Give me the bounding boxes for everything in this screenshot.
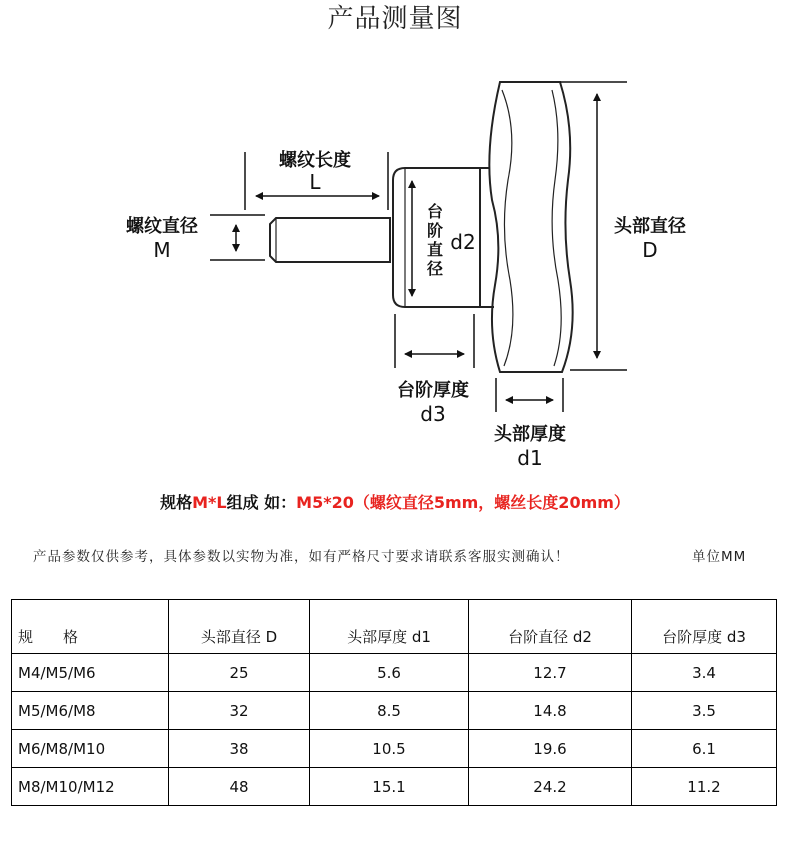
label-step-diameter xyxy=(424,202,446,278)
label-step-diameter-char: 阶 xyxy=(426,221,443,240)
cell-step-diameter: 12.7 xyxy=(469,654,632,692)
spec-mid: 组成 如： xyxy=(226,493,297,512)
cell-step-thickness: 3.5 xyxy=(632,692,777,730)
label-step-diameter-char: 径 xyxy=(426,259,443,278)
label-step-diameter-char: 直 xyxy=(426,240,443,259)
table-row xyxy=(12,768,777,806)
dim-step-thickness xyxy=(395,314,474,368)
label-step-thickness: 台阶厚度 xyxy=(397,380,469,401)
table-row xyxy=(12,692,777,730)
cell-spec: M8/M10/M12 xyxy=(12,768,169,806)
spec-example: M5*20（螺纹直径5mm，螺丝长度20mm） xyxy=(296,493,630,512)
spec-ml: M*L xyxy=(192,493,227,512)
page-title: 产品测量图 xyxy=(327,4,463,34)
header-step-diameter: 台阶直径 d2 xyxy=(469,600,632,654)
label-step-diameter-char: 台 xyxy=(426,202,443,221)
label-thread-length: 螺纹长度 xyxy=(279,150,351,171)
cell-head-diameter: 48 xyxy=(169,768,310,806)
cell-step-thickness: 6.1 xyxy=(632,730,777,768)
header-head-diameter: 头部直径 D xyxy=(169,600,310,654)
label-step-thickness-symbol: d3 xyxy=(420,402,446,426)
spec-format-line xyxy=(0,490,790,513)
table-row xyxy=(12,730,777,768)
cell-head-diameter: 25 xyxy=(169,654,310,692)
disclaimer-note: 产品参数仅供参考，具体参数以实物为准，如有严格尺寸要求请联系客服实测确认！ xyxy=(33,549,570,565)
label-head-diameter-symbol: D xyxy=(642,238,658,262)
cell-head-diameter: 38 xyxy=(169,730,310,768)
cell-spec: M6/M8/M10 xyxy=(12,730,169,768)
table-row xyxy=(12,654,777,692)
spec-prefix: 规格 xyxy=(160,493,193,512)
cell-spec: M4/M5/M6 xyxy=(12,654,169,692)
label-step-diameter-symbol: d2 xyxy=(450,230,476,254)
dim-thread-diameter xyxy=(210,215,265,260)
label-head-thickness: 头部厚度 xyxy=(494,424,566,445)
cell-head-thickness: 10.5 xyxy=(310,730,469,768)
cell-head-thickness: 5.6 xyxy=(310,654,469,692)
measurement-diagram xyxy=(0,60,790,480)
cell-head-diameter: 32 xyxy=(169,692,310,730)
label-thread-diameter-symbol: M xyxy=(153,238,171,262)
cell-step-thickness: 3.4 xyxy=(632,654,777,692)
label-thread-diameter: 螺纹直径 xyxy=(126,216,198,237)
head-body xyxy=(480,82,573,372)
cell-step-diameter: 19.6 xyxy=(469,730,632,768)
cell-step-diameter: 24.2 xyxy=(469,768,632,806)
label-thread-length-symbol: L xyxy=(309,170,321,194)
cell-step-diameter: 14.8 xyxy=(469,692,632,730)
header-spec-text: 规格 xyxy=(18,628,109,646)
header-step-thickness: 台阶厚度 d3 xyxy=(632,600,777,654)
cell-step-thickness: 11.2 xyxy=(632,768,777,806)
cell-head-thickness: 8.5 xyxy=(310,692,469,730)
thread-shaft xyxy=(270,218,390,262)
parameter-table xyxy=(11,599,777,806)
unit-label: 单位MM xyxy=(692,549,747,565)
label-head-diameter: 头部直径 xyxy=(614,216,686,237)
table-header-row xyxy=(12,600,777,654)
header-head-thickness: 头部厚度 d1 xyxy=(310,600,469,654)
label-head-thickness-symbol: d1 xyxy=(517,446,543,470)
cell-head-thickness: 15.1 xyxy=(310,768,469,806)
dim-head-thickness xyxy=(496,378,563,412)
header-spec xyxy=(12,600,169,654)
cell-spec: M5/M6/M8 xyxy=(12,692,169,730)
